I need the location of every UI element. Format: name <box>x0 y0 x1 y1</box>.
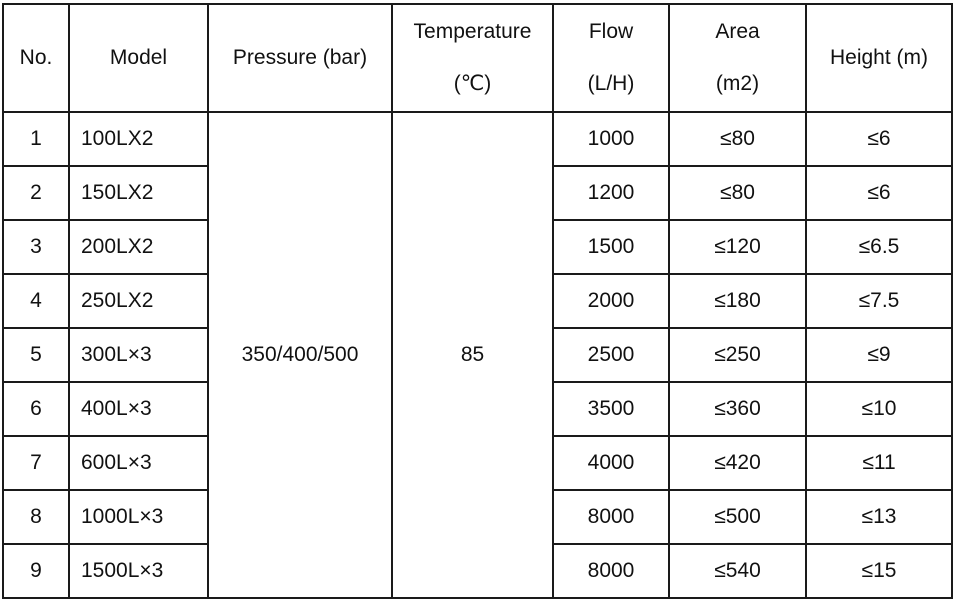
cell-model: 400L×3 <box>69 382 208 436</box>
cell-model: 150LX2 <box>69 166 208 220</box>
cell-area: ≤500 <box>669 490 806 544</box>
cell-no: 9 <box>3 544 69 598</box>
cell-height: ≤7.5 <box>806 274 952 328</box>
header-height: Height (m) <box>806 4 952 112</box>
cell-model: 1500L×3 <box>69 544 208 598</box>
cell-model: 600L×3 <box>69 436 208 490</box>
cell-no: 6 <box>3 382 69 436</box>
cell-flow: 3500 <box>553 382 669 436</box>
cell-area: ≤360 <box>669 382 806 436</box>
cell-area: ≤80 <box>669 112 806 166</box>
cell-flow: 2000 <box>553 274 669 328</box>
cell-temperature-shared: 85 <box>392 112 553 598</box>
header-temperature <box>392 4 553 112</box>
cell-flow: 4000 <box>553 436 669 490</box>
cell-model: 200LX2 <box>69 220 208 274</box>
cell-flow: 1200 <box>553 166 669 220</box>
header-pressure: Pressure (bar) <box>208 4 392 112</box>
cell-model: 1000L×3 <box>69 490 208 544</box>
cell-flow: 1500 <box>553 220 669 274</box>
cell-no: 3 <box>3 220 69 274</box>
header-area <box>669 4 806 112</box>
cell-no: 8 <box>3 490 69 544</box>
header-flow <box>553 4 669 112</box>
cell-area: ≤420 <box>669 436 806 490</box>
table-body <box>3 112 952 598</box>
cell-no: 7 <box>3 436 69 490</box>
header-area-unit: (m2) <box>715 72 760 95</box>
cell-height: ≤6 <box>806 166 952 220</box>
cell-height: ≤9 <box>806 328 952 382</box>
header-flow-unit: (L/H) <box>587 72 635 95</box>
cell-height: ≤11 <box>806 436 952 490</box>
cell-no: 5 <box>3 328 69 382</box>
header-area-label: Area <box>715 20 760 43</box>
cell-flow: 8000 <box>553 490 669 544</box>
cell-model: 250LX2 <box>69 274 208 328</box>
header-no: No. <box>3 4 69 112</box>
header-model: Model <box>69 4 208 112</box>
cell-area: ≤120 <box>669 220 806 274</box>
cell-area: ≤540 <box>669 544 806 598</box>
cell-model: 100LX2 <box>69 112 208 166</box>
cell-area: ≤250 <box>669 328 806 382</box>
header-row <box>3 4 952 112</box>
header-flow-label: Flow <box>588 20 634 43</box>
cell-height: ≤13 <box>806 490 952 544</box>
cell-area: ≤80 <box>669 166 806 220</box>
spec-table <box>2 3 953 599</box>
cell-no: 2 <box>3 166 69 220</box>
table-header <box>3 4 952 112</box>
cell-height: ≤6.5 <box>806 220 952 274</box>
cell-pressure-shared: 350/400/500 <box>208 112 392 598</box>
cell-flow: 8000 <box>553 544 669 598</box>
header-temperature-unit: (℃) <box>453 72 492 95</box>
cell-height: ≤15 <box>806 544 952 598</box>
cell-height: ≤6 <box>806 112 952 166</box>
cell-no: 4 <box>3 274 69 328</box>
cell-model: 300L×3 <box>69 328 208 382</box>
cell-flow: 1000 <box>553 112 669 166</box>
cell-height: ≤10 <box>806 382 952 436</box>
cell-flow: 2500 <box>553 328 669 382</box>
header-temperature-label: Temperature <box>413 20 532 43</box>
table-row <box>3 112 952 166</box>
cell-area: ≤180 <box>669 274 806 328</box>
cell-no: 1 <box>3 112 69 166</box>
